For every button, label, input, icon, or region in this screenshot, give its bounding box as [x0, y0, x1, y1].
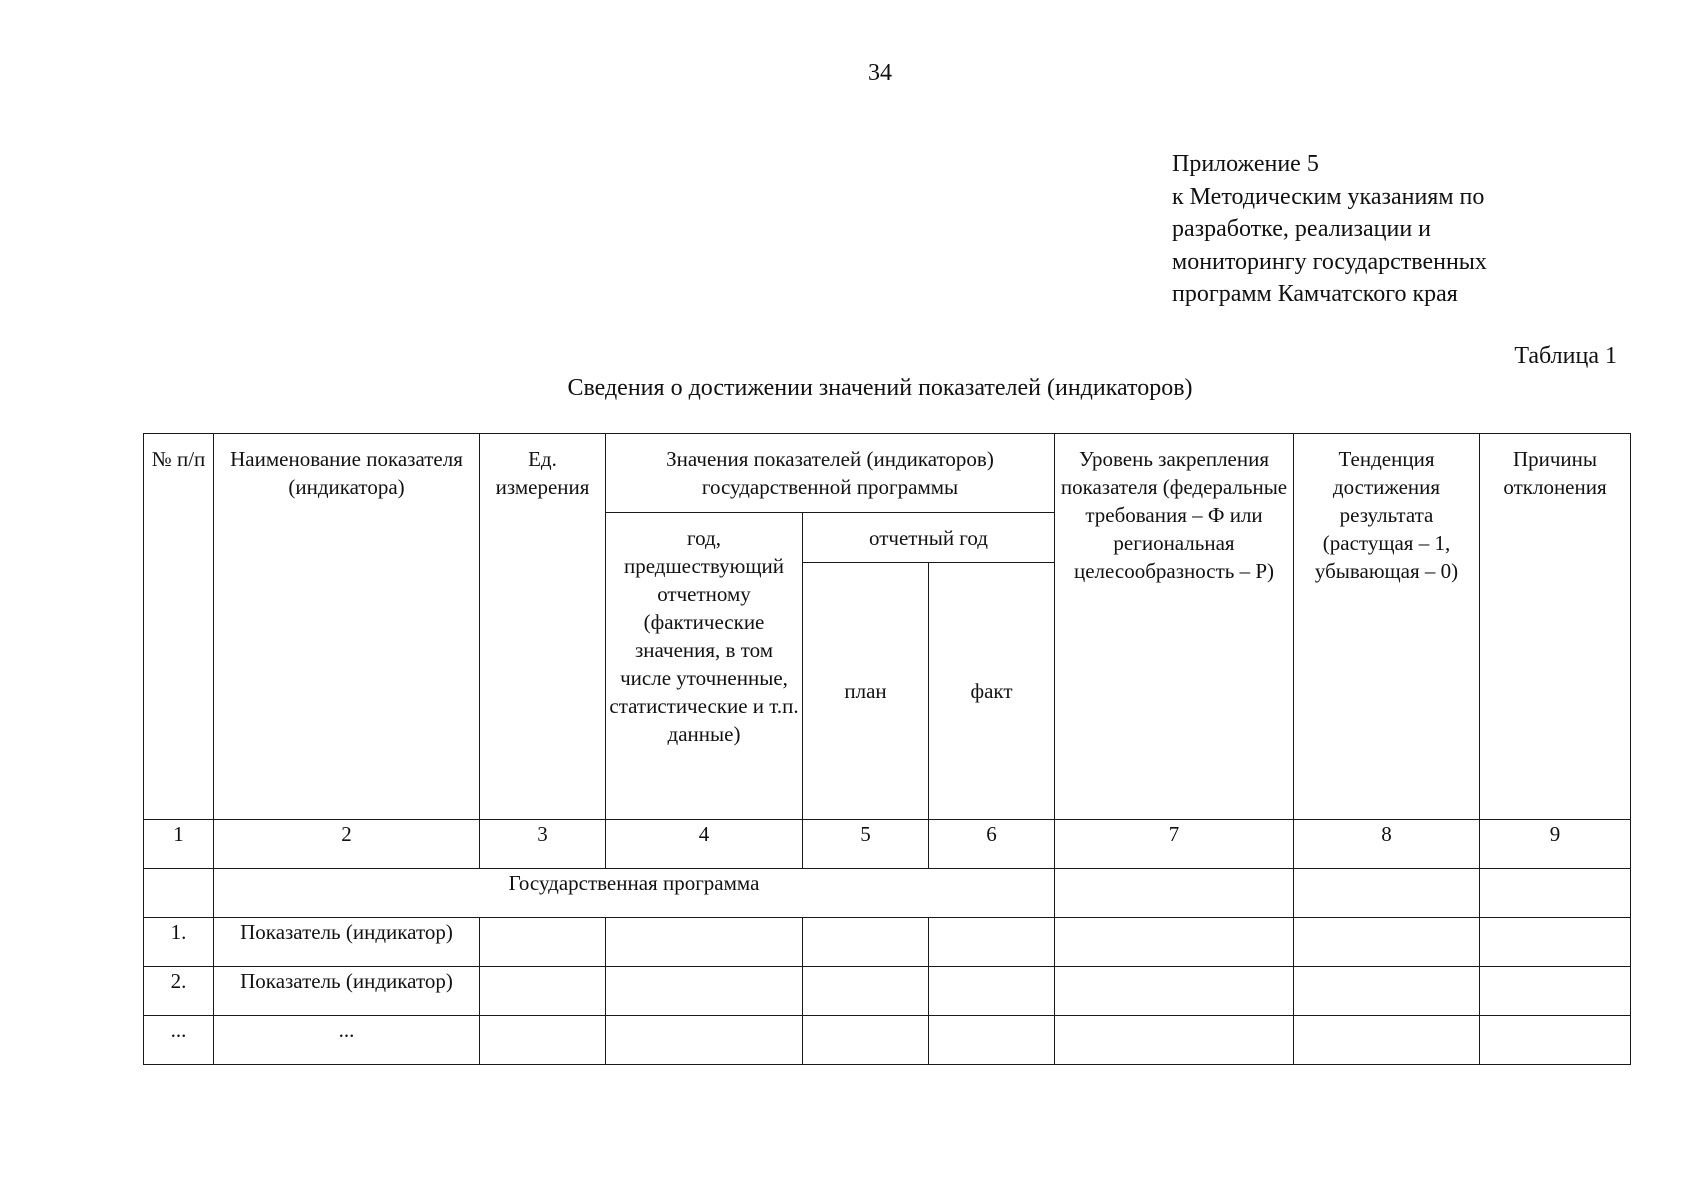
column-number: 7	[1055, 820, 1294, 869]
column-number: 9	[1480, 820, 1631, 869]
appendix-block	[1172, 148, 1487, 311]
row-number: ...	[144, 1016, 214, 1065]
header-unit: Ед. измерения	[480, 434, 606, 820]
empty-cell	[1294, 869, 1480, 918]
empty-cell	[480, 1016, 606, 1065]
empty-cell	[606, 1016, 803, 1065]
column-number: 8	[1294, 820, 1480, 869]
empty-cell	[144, 869, 214, 918]
appendix-line: мониторингу государственных	[1172, 248, 1487, 275]
empty-cell	[1294, 967, 1480, 1016]
column-number: 2	[214, 820, 480, 869]
table-title: Сведения о достижении значений показателей (индикаторов)	[567, 375, 1193, 401]
appendix-line: Приложение 5	[1172, 151, 1319, 177]
appendix-line: разработке, реализации и	[1172, 216, 1432, 242]
column-numbers-row	[144, 820, 1631, 869]
empty-cell	[929, 1016, 1055, 1065]
header-name: Наименование показателя (индикатора)	[214, 434, 480, 820]
column-number: 4	[606, 820, 803, 869]
table-row	[144, 967, 1631, 1016]
empty-cell	[1480, 967, 1631, 1016]
header-plan: план	[803, 563, 929, 820]
empty-cell	[1294, 918, 1480, 967]
column-number: 6	[929, 820, 1055, 869]
column-number: 3	[480, 820, 606, 869]
empty-cell	[1480, 869, 1631, 918]
empty-cell	[606, 918, 803, 967]
table-row	[144, 918, 1631, 967]
empty-cell	[803, 967, 929, 1016]
table-row	[144, 1016, 1631, 1065]
empty-cell	[929, 918, 1055, 967]
row-indicator-name: Показатель (индикатор)	[214, 918, 480, 967]
header-report-year: отчетный год	[803, 513, 1055, 563]
header-no: № п/п	[144, 434, 214, 820]
program-name: Государственная программа	[214, 869, 1055, 918]
header-level: Уровень закрепления показателя (федеральные требования – Ф или региональная целесообразность – Р)	[1055, 434, 1294, 820]
program-row	[144, 869, 1631, 918]
appendix-line: к Методическим указаниям по	[1172, 183, 1485, 210]
empty-cell	[480, 918, 606, 967]
empty-cell	[803, 1016, 929, 1065]
header-trend: Тенденция достижения результата (растущая – 1, убывающая – 0)	[1294, 434, 1480, 820]
header-reasons: Причины отклонения	[1480, 434, 1631, 820]
empty-cell	[803, 918, 929, 967]
header-prev-year: год, предшествующий отчетному (фактические значения, в том числе уточненные, статистические и т.п. данные)	[606, 513, 803, 820]
empty-cell	[1055, 918, 1294, 967]
empty-cell	[1480, 918, 1631, 967]
empty-cell	[1294, 1016, 1480, 1065]
empty-cell	[1055, 1016, 1294, 1065]
header-fact: факт	[929, 563, 1055, 820]
row-number: 2.	[144, 967, 214, 1016]
header-values-group: Значения показателей (индикаторов) государственной программы	[606, 434, 1055, 513]
empty-cell	[929, 967, 1055, 1016]
column-number: 5	[803, 820, 929, 869]
column-number: 1	[144, 820, 214, 869]
row-indicator-name: Показатель (индикатор)	[214, 967, 480, 1016]
row-indicator-name: ...	[214, 1016, 480, 1065]
table-label: Таблица 1	[1514, 343, 1617, 369]
empty-cell	[606, 967, 803, 1016]
empty-cell	[1055, 967, 1294, 1016]
appendix-line: программ Камчатского края	[1172, 281, 1458, 307]
empty-cell	[1480, 1016, 1631, 1065]
empty-cell	[1055, 869, 1294, 918]
row-number: 1.	[144, 918, 214, 967]
indicators-table	[143, 433, 1631, 1065]
empty-cell	[480, 967, 606, 1016]
page-number: 34	[868, 60, 892, 86]
